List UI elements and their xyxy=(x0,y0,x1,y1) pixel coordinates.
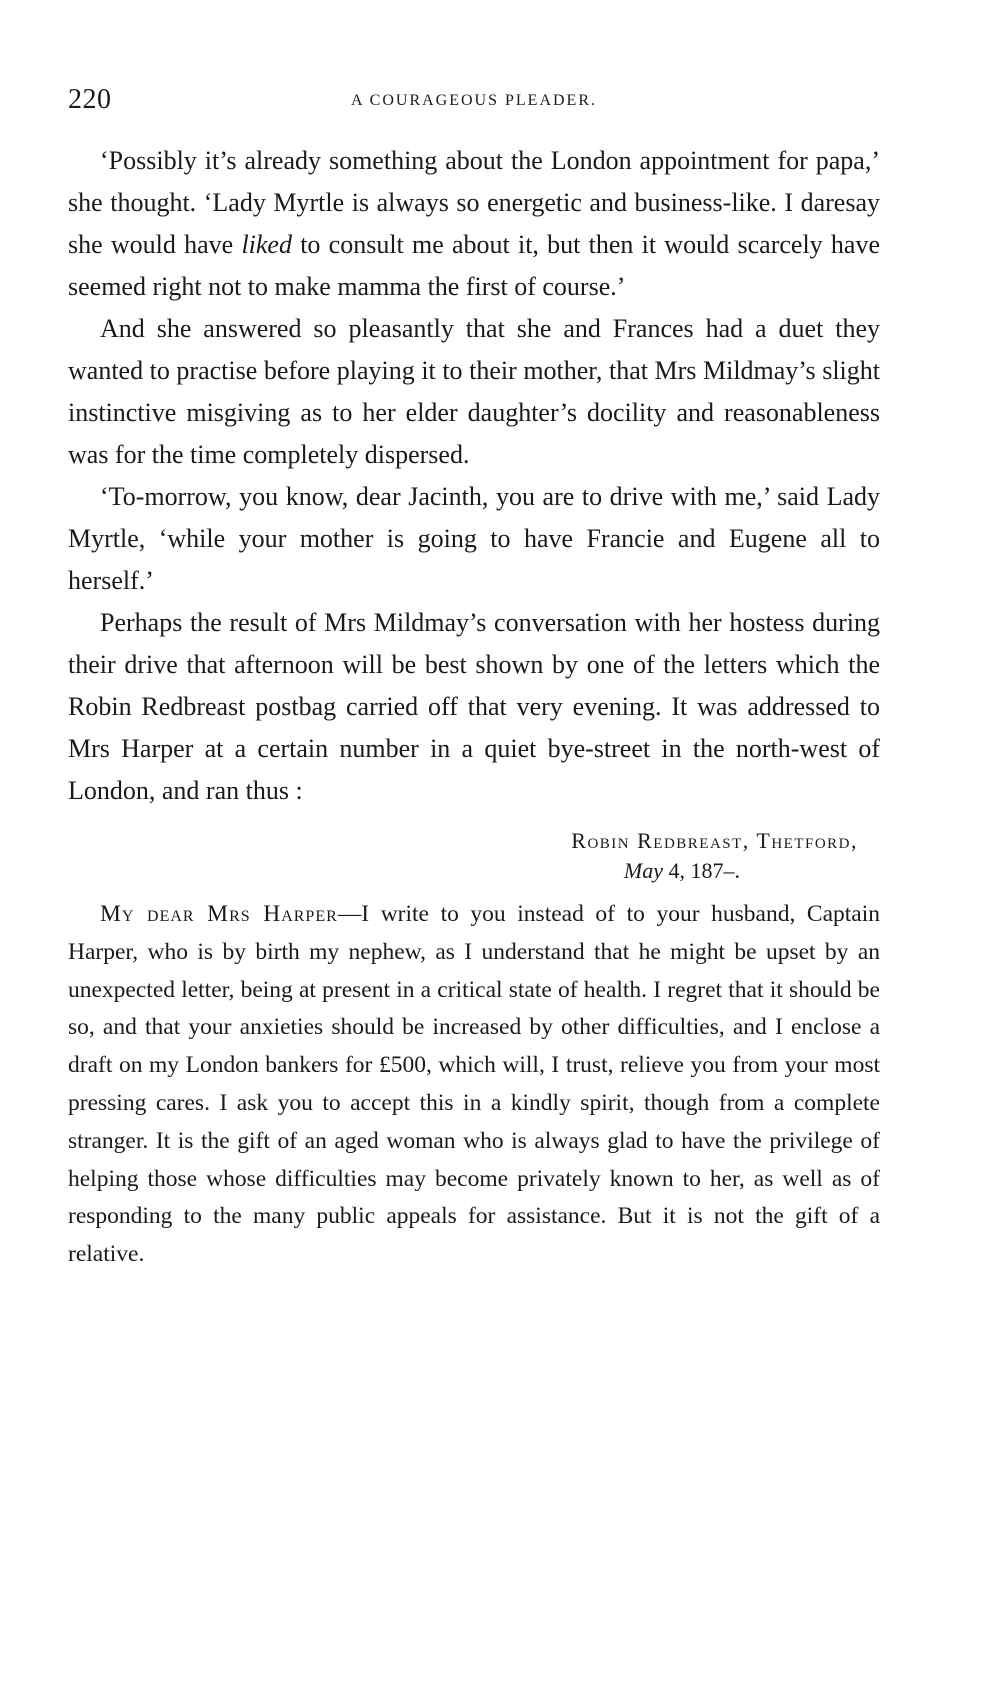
paragraph-1 xyxy=(68,140,880,308)
letter-date xyxy=(68,856,858,886)
letter-address: Robin Redbreast, Thetford, xyxy=(571,828,858,853)
page-number: 220 xyxy=(68,84,112,115)
paragraph-2: And she answered so pleasantly that she and Frances had a duet they wanted to practise before playing it to their mother, that Mrs Mildmay’s slight instinctive misgiving as to her elder daughter’s docility and reasonableness was for the time completely dispersed. xyxy=(68,314,880,469)
paragraph-1-text-a: ‘Possibly it’s already something about the London appointment for papa,’ she thought. ‘Lady Myrtle is always so energetic and business-like. I daresay she would have xyxy=(68,146,880,259)
letter-paragraph xyxy=(68,896,880,1274)
letter-text: —I write to you instead of to your husband, Captain Harper, who is by birth my nephew, as I understand that he might be upset by an unexpected letter, being at present in a critical state of health. I regret that it should be so, and that your anxieties should be increased by other difficulties, and I enclose a draft on my London bankers for £500, which will, I trust, relieve you from your most pressing cares. I ask you to accept this in a kindly spirit, though from a complete stranger. It is the gift of an aged woman who is always glad to have the privilege of helping those whose difficulties may become privately known to her, as well as of responding to the many public appeals for assistance. But it is not the gift of a relative. xyxy=(68,901,880,1268)
running-title: A COURAGEOUS PLEADER. xyxy=(350,92,597,109)
paragraph-4: Perhaps the result of Mrs Mildmay’s conversation with her hostess during their drive that afternoon will be best shown by one of the letters which the Robin Redbreast postbag carried off that very evening. It was addressed to Mrs Harper at a certain number in a quiet bye-street in the north-west of London, and ran thus : xyxy=(68,608,880,805)
paragraph-3: ‘To-morrow, you know, dear Jacinth, you are to drive with me,’ said Lady Myrtle, ‘while your mother is going to have Francie and Eugene all to herself.’ xyxy=(68,482,880,595)
paragraph-1-emphasis: liked xyxy=(241,230,292,259)
body-text xyxy=(68,140,880,1274)
letter-date-month: May xyxy=(623,858,663,883)
paragraph-1-text-b: to consult me about it, but then it would scarcely have seemed right not to make mamma the first of course.’ xyxy=(68,230,880,301)
letter-salutation: My dear Mrs Harper xyxy=(100,901,338,927)
letter-heading xyxy=(68,826,880,886)
letter-body xyxy=(68,896,880,1274)
page-header xyxy=(68,84,880,124)
letter-date-rest: 4, 187–. xyxy=(663,858,740,883)
